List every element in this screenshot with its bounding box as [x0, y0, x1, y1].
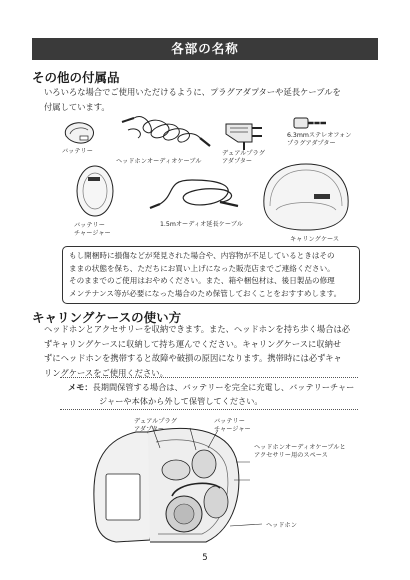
accessories-heading: その他の付属品	[32, 70, 120, 85]
diagram-dual-plug-line: デュアルプラグ	[134, 418, 177, 425]
memo-line: ジャーや本体から外して保管してください。	[99, 395, 263, 406]
diagram-cable-space-line: アクセサリー用のスペース	[254, 451, 328, 459]
notice-line: もし開梱時に損傷などが発見された場合や、内容物が不足しているときはその	[69, 251, 335, 260]
diagram-dual-plug-line: アダプター	[134, 425, 165, 433]
body-line: ずキャリングケースに収納して持ち運んでください。キャリングケースに収納せ	[44, 338, 342, 349]
memo-label: メモ：	[68, 382, 93, 392]
page-number: 5	[202, 553, 208, 563]
diagram-cable-space-line: ヘッドホンオーディオケーブルと	[254, 444, 346, 451]
case-usage-body	[44, 322, 350, 380]
diagram-charger-label	[214, 418, 251, 433]
diagram-cable-space-label	[254, 444, 346, 459]
headphone-cable-illustration	[118, 108, 214, 154]
case-usage-heading: キャリングケースの使い方	[32, 310, 182, 325]
memo-bottom-rule	[60, 409, 358, 410]
open-carrying-case-diagram	[86, 418, 346, 550]
dual-plug-label-line: デュアルプラグ	[222, 150, 265, 157]
notice-line: ままの状態を保ち、ただちにお買い上げになった販売店までご連絡ください。	[69, 263, 335, 273]
charger-label-line: バッテリー	[74, 222, 105, 229]
battery-charger-illustration	[74, 163, 116, 219]
stereo-plug-label-line: 6.3mmステレオフォン	[287, 132, 352, 139]
intro-line: 付属しています。	[44, 101, 110, 112]
extension-cable-illustration	[146, 172, 246, 218]
body-line: ヘッドホンとアクセサリーを収納できます。また、ヘッドホンを持ち歩く場合は必	[44, 324, 351, 334]
extension-cable-label: 1.5mオーディオ延長ケーブル	[160, 221, 243, 228]
section-title-banner: 各部の名称	[32, 38, 378, 60]
body-line: リングケースをご使用ください。	[44, 367, 168, 378]
stereo-plug-label	[287, 132, 351, 147]
dual-plug-label-line: アダプター	[222, 157, 253, 165]
charger-label-line: チャージャー	[74, 229, 111, 237]
stereo-plug-label-line: プラグアダプター	[287, 139, 336, 147]
memo-top-rule	[60, 377, 358, 378]
notice-line: そのままでのご使用はおやめください。また、箱や梱包材は、後日製品の修理	[69, 276, 335, 286]
battery-label: バッテリー	[62, 148, 93, 155]
diagram-charger-line: チャージャー	[214, 425, 251, 433]
diagram-dual-plug-label	[134, 418, 177, 433]
headphone-cable-label: ヘッドホンオーディオケーブル	[116, 158, 202, 165]
notice-line: メンテナンス等が必要になった場合のため保管しておくことをおすすめします。	[69, 288, 342, 298]
stereo-plug-adapter-illustration	[290, 114, 330, 132]
body-line: ずにヘッドホンを携帯すると故障や破損の原因になります。携帯時には必ずキャ	[44, 353, 342, 363]
unboxing-notice-box	[62, 246, 360, 304]
carrying-case-label: キャリングケース	[290, 236, 340, 243]
charger-label	[74, 222, 111, 237]
dual-plug-adapter-illustration	[222, 116, 266, 152]
intro-line: いろいろな場合でご使用いただけるように、プラグアダプターや延長ケーブルを	[44, 87, 341, 97]
diagram-charger-line: バッテリー	[214, 418, 245, 425]
memo-line	[68, 381, 368, 395]
memo-note	[68, 381, 368, 408]
carrying-case-illustration	[258, 160, 354, 232]
battery-illustration	[60, 118, 100, 146]
diagram-headphones-label: ヘッドホン	[266, 522, 297, 529]
memo-text: 長期間保管する場合は、バッテリーを完全に充電し、バッテリーチャー	[92, 382, 355, 392]
